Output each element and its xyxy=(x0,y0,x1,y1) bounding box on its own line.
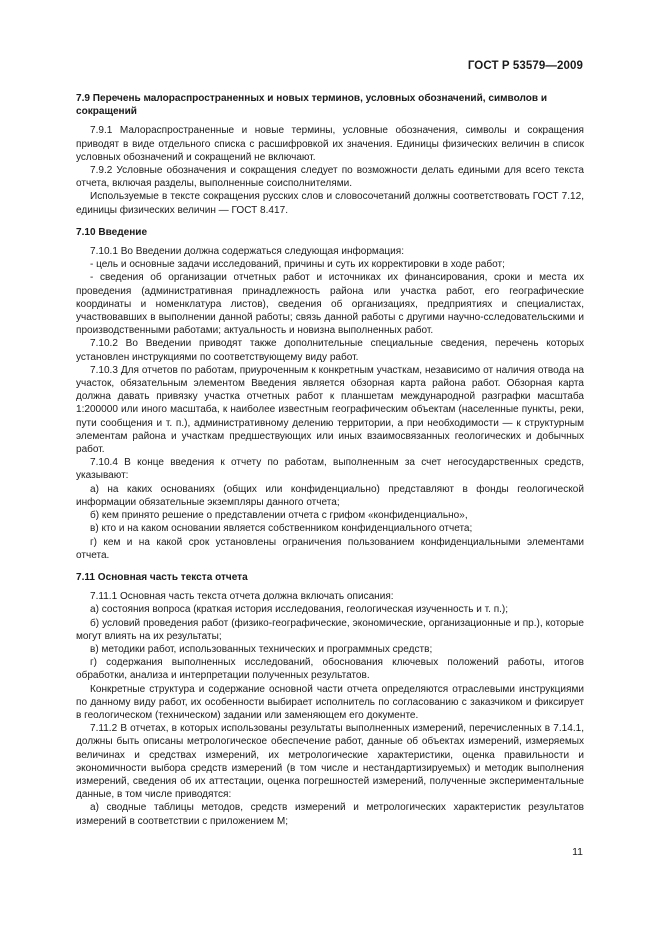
document-body xyxy=(76,92,584,828)
section-7-10-heading: 7.10 Введение xyxy=(76,226,148,238)
paragraph-7-11-2: 7.11.2 В отчетах, в которых использованы результаты выполненных измерений, перечисленных в 7.14.1, должны быть описаны метрологическое обеспечение работ, данные об объектах измерений, измеряемых величинах и средствах измерений, их метрологические характеристики, оценка правильности и экономичности выбора средств измерений (в том числе и нестандартизируемых) и методик выполнения измерений, сведения об их аттестации, оценка погрешностей измерений, полученные экспериментальные данные, в том числе приводятся: xyxy=(76,723,584,801)
page-number: 11 xyxy=(572,846,583,858)
list-item: г) кем и на какой срок установлены ограничения пользованием конфиденциальными элементами отчета. xyxy=(76,536,584,561)
paragraph-abbreviations: Используемые в тексте сокращения русских слов и словосочетаний должны соответствовать ГОСТ 7.12, единицы физических величин — ГОСТ 8.417. xyxy=(76,191,584,216)
standard-header: ГОСТ Р 53579—2009 xyxy=(467,60,583,72)
list-item: а) состояния вопроса (краткая история исследования, геологическая изученность и т. п.); xyxy=(90,604,509,616)
list-item: в) кто и на каком основании является собственником конфиденциального отчета; xyxy=(90,523,473,535)
paragraph-7-10-2: 7.10.2 Во Введении приводят также дополнительные специальные сведения, перечень которых установлен инструкциями по соответствующему виду работ. xyxy=(76,338,584,363)
list-item: б) условий проведения работ (физико-географические, экономические, организационные и пр.), которые могут влиять на их результаты; xyxy=(76,617,584,642)
list-item: - сведения об организации отчетных работ и источниках их финансирования, сроки и места их проведения (административная принадлежность района или участка работ, его географические координаты и номенклатура листов), сведения об организациях, предприятиях и специалистах, участвовавших в выполнении данной работы; связь данной работы с другими научно-сследовательскими и производственными работами; актуальность и новизна выполненных работ. xyxy=(76,272,584,337)
list-item: б) кем принято решение о представлении отчета с грифом «конфиденциально», xyxy=(90,510,468,522)
list-item: а) сводные таблицы методов, средств измерений и метрологических характеристик результатов измерений в соответствии с приложением М; xyxy=(76,802,584,827)
paragraph-structure: Конкретные структура и содержание основной части отчета определяются отраслевыми инструкциями по данному виду работ, их особенности выбирает исполнитель по согласованию с заказчиком и фиксирует в геологическом (техническом) задании или заменяющем его документе. xyxy=(76,683,584,721)
paragraph-7-10-1: 7.10.1 Во Введении должна содержаться следующая информация: xyxy=(90,246,405,258)
section-7-11-heading: 7.11 Основная часть текста отчета xyxy=(76,571,248,583)
paragraph-7-9-2: 7.9.2 Условные обозначения и сокращения следует по возможности делать едиными для всего текста отчета, включая разделы, выполненные соисполнителями. xyxy=(76,165,584,190)
section-7-9-heading: 7.9 Перечень малораспространенных и новых терминов, условных обозначений, символов и сокращений xyxy=(76,93,548,118)
paragraph-7-10-3: 7.10.3 Для отчетов по работам, приуроченным к конкретным участкам, независимо от наличия отвода на участок, обязательным элементом Введения является обзорная карта района работ. Обзорная карта должна давать привязку участка отчетных работ к планшетам международной разграфки масштаба 1:200000 или иного масштаба, к наиболее известным географическим объектам (населенные пункты, реки, пути сообщения и т. п.), административному делению территории, а при необходимости — к структурным элементам района и участкам предшествующих или иных взаимосвязанных геологических и добычных работ. xyxy=(76,364,584,456)
paragraph-7-10-4: 7.10.4 В конце введения к отчету по работам, выполненным за счет негосударственных средств, указывают: xyxy=(76,457,584,482)
paragraph-7-9-1: 7.9.1 Малораспространенные и новые термины, условные обозначения, символы и сокращения приводят в виде отдельного списка с расшифровкой их значения. Единицы физических величин в список условных обозначений и сокращений не включают. xyxy=(76,125,584,163)
list-item: в) методики работ, использованных технических и программных средств; xyxy=(90,643,433,655)
paragraph-7-11-1: 7.11.1 Основная часть текста отчета должна включать описания: xyxy=(90,591,394,603)
list-item: г) содержания выполненных исследований, обоснования ключевых положений работы, итогов обработки, анализа и интерпретации полученных результатов. xyxy=(76,657,584,682)
list-item: - цель и основные задачи исследований, причины и суть их корректировки в ходе работ; xyxy=(90,259,505,271)
list-item: а) на каких основаниях (общих или конфиденциально) представляют в фонды геологической информации обязательные экземпляры данного отчета; xyxy=(76,483,584,508)
